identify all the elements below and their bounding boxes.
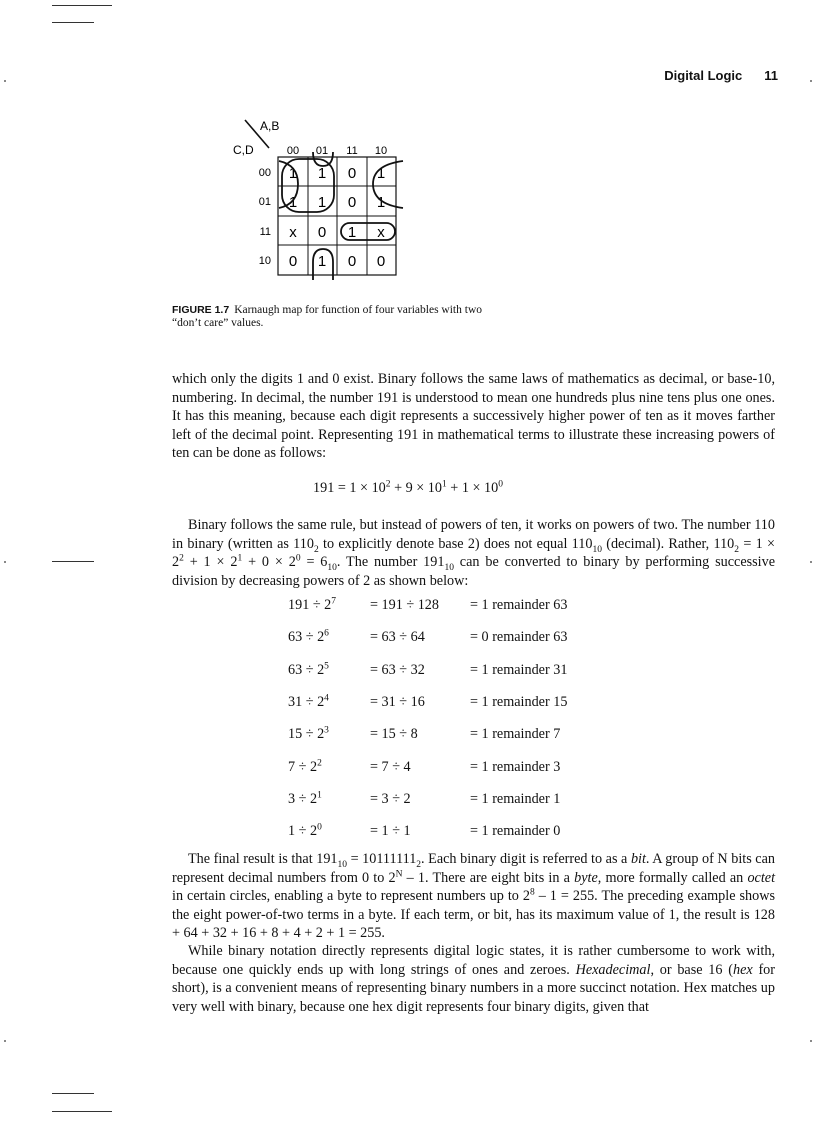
registration-dot <box>810 561 812 563</box>
kmap-col-label: 10 <box>374 145 388 157</box>
kmap-cell: 1 <box>376 165 386 182</box>
body-paragraph: Binary follows the same rule, but instead of powers of ten, it works on powers of two. The number 110 in binary (written as $110_2$ to explicitly denote base 2) does not equal $110_{10}$ (decimal). Rather, $110_2 = 1 \times 2^2 + 1 \times 2^1 + 0 \times 2^0 = 6_{10}$. The number $191_{10}$ can be converted to binary by performing successive division by decreasing powers of 2 as shown below: <box>172 517 776 589</box>
crop-mark <box>52 1093 94 1094</box>
registration-dot <box>810 1040 812 1042</box>
division-row <box>0 694 816 714</box>
kmap-cell: 1 <box>317 253 327 270</box>
division-value: = 3 ÷ 2 <box>370 790 411 807</box>
kmap-cell: x <box>377 224 385 241</box>
division-value: = 63 ÷ 64 <box>370 629 425 646</box>
crop-mark <box>52 1111 112 1112</box>
running-header <box>664 68 778 83</box>
division-result: = 1 remainder 3 <box>470 758 561 775</box>
division-result: = 0 remainder 63 <box>470 629 568 646</box>
figure-caption-text: Karnaugh map for function of four variables with two “don’t care” values. <box>172 304 483 329</box>
kmap-col-label: 00 <box>286 145 300 157</box>
division-expression: $31 \div 2^4$ <box>288 693 329 710</box>
division-row <box>0 791 816 811</box>
registration-dot <box>4 1040 6 1042</box>
division-result: = 1 remainder 0 <box>470 823 561 840</box>
division-value: = 15 ÷ 8 <box>370 726 418 743</box>
registration-dot <box>4 80 6 82</box>
body-paragraph: The final result is that $191_{10} = 10111111_2$. Each binary digit is referred to as a bit. A group of N bits can represent decimal numbers from 0 to $2^N - 1$. There are eight bits in a byte, more formally called an octet in certain circles, enabling a byte to represent numbers up to $2^8 - 1 = 255$. The preceding example shows the eight power-of-two terms in a byte. If each term, or bit, has its maximum value of 1, the result is 128 + 64 + 32 + 16 + 8 + 4 + 2 + 1 = 255. <box>172 851 776 942</box>
crop-mark <box>52 22 94 23</box>
registration-dot <box>810 80 812 82</box>
division-result: = 1 remainder 63 <box>470 597 568 613</box>
kmap-cell: 0 <box>288 253 298 270</box>
kmap-cell: 1 <box>347 224 357 241</box>
kmap-cell: x <box>289 224 297 241</box>
page-number: 11 <box>764 68 778 83</box>
body-paragraph: While binary notation directly represents digital logic states, it is rather cumbersome to work with, because one quickly ends up with long strings of ones and zeroes. Hexadecimal, or base 16 (hex for short), is a convenient means of representing binary numbers in a more succinct notation. Hex matches up very well with binary, because one hex digit represents four binary digits, given that <box>172 943 775 1015</box>
division-value: = 7 ÷ 4 <box>370 758 411 775</box>
kmap-cell: 0 <box>376 253 386 270</box>
division-expression: $63 \div 2^5$ <box>288 660 329 678</box>
header-title: Digital Logic <box>664 68 743 83</box>
registration-dot <box>4 561 6 563</box>
karnaugh-map <box>225 114 415 284</box>
division-result: = 1 remainder 15 <box>470 693 568 710</box>
figure-caption <box>172 304 482 330</box>
kmap-cell: 1 <box>317 165 327 182</box>
kmap-row-label: 11 <box>259 226 271 238</box>
kmap-cell: 0 <box>347 253 357 270</box>
division-result: = 1 remainder 31 <box>470 661 568 678</box>
division-expression: $7 \div 2^2$ <box>288 757 322 775</box>
kmap-row-label: 00 <box>258 167 271 179</box>
crop-mark <box>52 5 112 6</box>
division-result: = 1 remainder 1 <box>470 790 561 807</box>
division-expression: $1 \div 2^0$ <box>288 822 322 840</box>
kmap-cell: 1 <box>288 165 298 182</box>
kmap-cell: 0 <box>317 224 327 241</box>
division-value: = 31 ÷ 16 <box>370 693 425 710</box>
kmap-cell: 1 <box>288 194 298 211</box>
kmap-cell: 1 <box>376 194 386 211</box>
division-row <box>0 597 816 617</box>
crop-mark <box>52 561 94 562</box>
division-expression: $63 \div 2^6$ <box>288 628 329 646</box>
kmap-row-label: 01 <box>258 196 271 208</box>
kmap-col-label: 01 <box>315 145 329 157</box>
division-row <box>0 629 816 649</box>
division-expression: $191 \div 2^7$ <box>288 596 337 613</box>
division-result: = 1 remainder 7 <box>470 726 561 743</box>
division-expression: $15 \div 2^3$ <box>288 725 329 743</box>
kmap-cell: 0 <box>347 165 357 182</box>
division-row <box>0 823 816 843</box>
division-value: = 1 ÷ 1 <box>370 823 411 840</box>
kmap-var-left: C,D <box>233 143 254 157</box>
kmap-var-top: A,B <box>260 119 280 133</box>
kmap-cell: 1 <box>317 194 327 211</box>
body-paragraph: which only the digits 1 and 0 exist. Binary follows the same laws of mathematics as decimal, or base-10, numbering. In decimal, the number 191 is understood to mean one hundreds plus nine tens plus one ones. It has this meaning, because each digit represents a successively higher power of ten as it moves farther left of the decimal point. Representing 191 in mathematical terms to illustrate these increasing powers of ten can be done as follows: <box>172 371 775 462</box>
division-row <box>0 662 816 682</box>
equation: $191 = 1 \times 10^2 + 9 \times 10^1 + 1 \times 10^0$ <box>313 479 503 496</box>
division-expression: $3 \div 2^1$ <box>288 790 322 807</box>
division-row <box>0 759 816 779</box>
kmap-col-label: 11 <box>346 145 358 157</box>
kmap-cell: 0 <box>347 194 357 211</box>
figure-label: FIGURE 1.7 <box>172 304 230 316</box>
kmap-row-label: 10 <box>258 255 271 267</box>
division-row <box>0 726 816 746</box>
division-value: = 191 ÷ 128 <box>370 597 439 613</box>
division-value: = 63 ÷ 32 <box>370 661 425 678</box>
